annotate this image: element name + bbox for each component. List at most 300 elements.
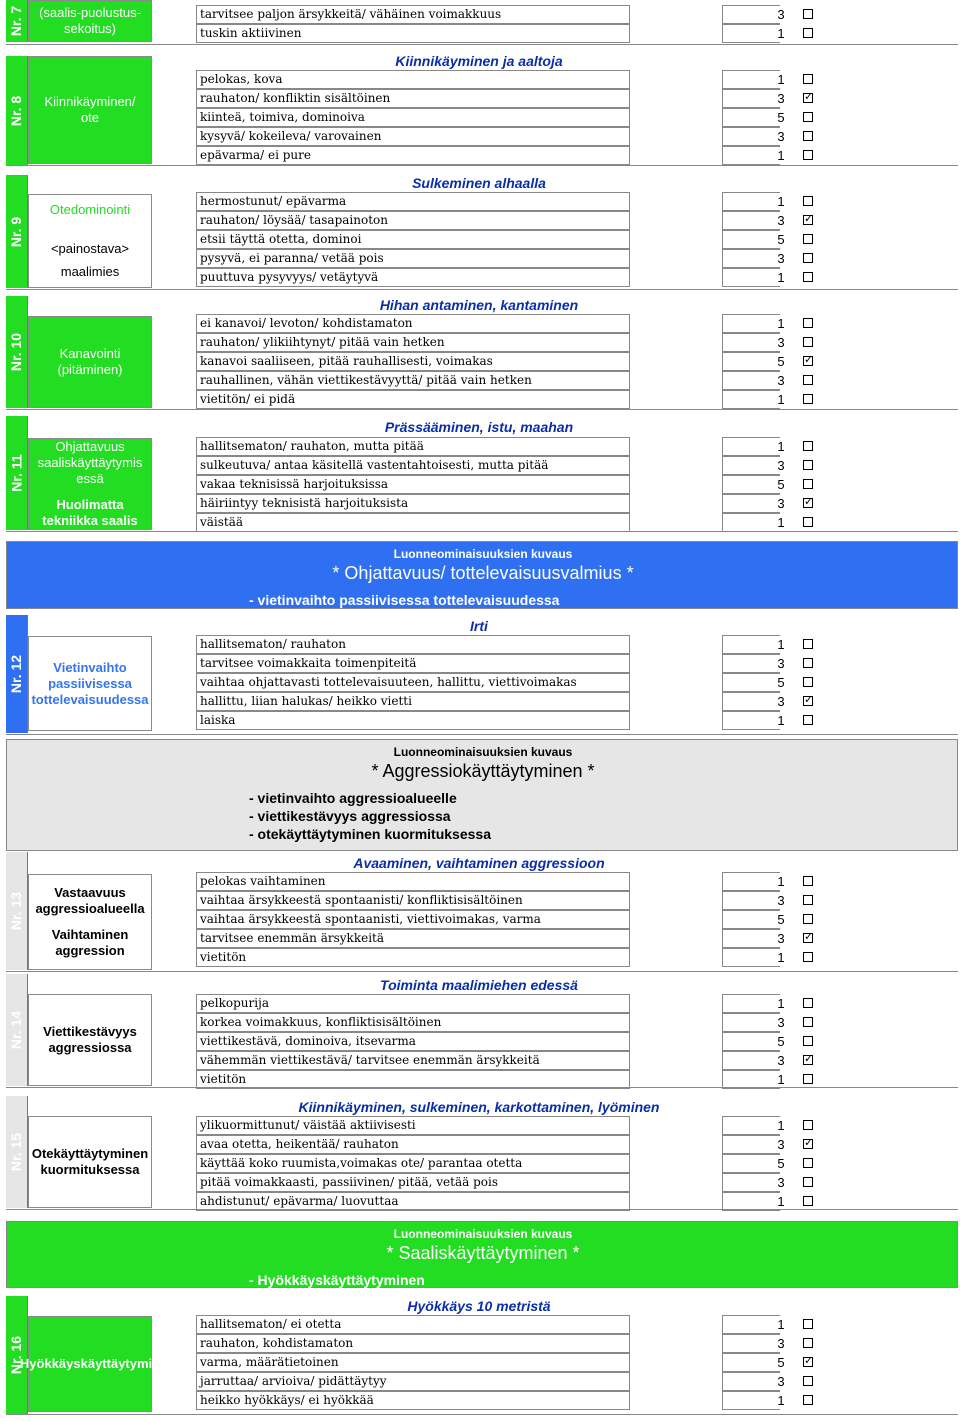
rating-value-frame [722,314,780,333]
rating-description: tarvitsee paljon ärsykkeitä/ vähäinen voimakkuus [196,5,630,24]
rating-checkbox[interactable] [803,9,813,19]
rating-row [196,70,958,89]
rating-description: ahdistunut/ epävarma/ luovuttaa [196,1192,630,1211]
section-title: Irti [470,618,488,634]
rating-checkbox[interactable] [803,460,813,470]
rating-value: 5 [777,110,785,125]
rating-value-frame [722,456,780,475]
rating-checkbox[interactable] [803,1139,813,1149]
rating-checkbox[interactable] [803,517,813,527]
rating-value: 3 [777,496,785,511]
rating-value-frame [722,711,780,730]
rating-value-frame [722,5,780,24]
section-label-line: Ohjattavuus [55,439,125,454]
rating-checkbox[interactable] [803,356,813,366]
rating-description: väistää [196,513,630,532]
rating-value: 1 [777,874,785,889]
section-divider [6,734,958,735]
rating-row [196,1372,958,1391]
rating-value-frame [722,371,780,390]
rating-checkbox[interactable] [803,1395,813,1405]
rating-description: pitää voimakkaasti, passiivinen/ pitää, vetää pois [196,1173,630,1192]
rating-row [196,352,958,371]
section-label-line: (pitäminen) [57,362,123,377]
rating-description: avaa otetta, heikentää/ rauhaton [196,1135,630,1154]
rating-value-frame [722,192,780,211]
rating-value-frame [722,1116,780,1135]
rating-checkbox[interactable] [803,318,813,328]
rating-value-frame [722,1173,780,1192]
rating-description: hermostunut/ epävarma [196,192,630,211]
section-number-text: Nr. 7 [8,5,25,37]
section-divider [6,409,958,410]
rating-description: tarvitsee voimakkaita toimenpiteitä [196,654,630,673]
section-label-line: ote [80,110,100,125]
rating-row [196,1013,958,1032]
rating-row [196,1135,958,1154]
rating-row [196,635,958,654]
rating-checkbox[interactable] [803,914,813,924]
rating-description: tuskin aktiivinen [196,24,630,43]
rating-checkbox[interactable] [803,112,813,122]
rating-value-frame [722,673,780,692]
rating-row [196,24,958,43]
rating-checkbox[interactable] [803,479,813,489]
section-label [28,56,152,164]
rating-row [196,127,958,146]
rating-row [196,891,958,910]
banner-subtitle: Luonneominaisuuksien kuvaus [393,1227,573,1241]
rating-row [196,230,958,249]
section-number-text: Nr. 15 [8,1132,25,1172]
description-banner [6,739,958,851]
rating-row [196,1032,958,1051]
rating-value-frame [722,1154,780,1173]
rating-description: hallitsematon/ rauhaton, mutta pitää [196,437,630,456]
banner-title: * Saaliskäyttäytyminen * [386,1243,580,1263]
rating-value-frame [722,513,780,532]
section-label-line: Kiinnikäyminen/ [44,94,136,109]
section-number-text: Nr. 11 [8,454,25,492]
rating-value-frame [722,230,780,249]
rating-row [196,910,958,929]
rating-value: 3 [777,335,785,350]
rating-value: 1 [777,637,785,652]
banner-line: - vietinvaihto aggressioalueelle [249,790,457,806]
rating-checkbox[interactable] [803,1120,813,1130]
rating-value: 5 [777,232,785,247]
rating-description: vietitön/ ei pidä [196,390,630,409]
rating-description: kysyvä/ kokeileva/ varovainen [196,127,630,146]
rating-value: 1 [777,316,785,331]
description-banner [6,1221,958,1288]
rating-value: 1 [777,194,785,209]
rating-row [196,333,958,352]
rating-value: 3 [777,1015,785,1030]
section-label-line: aggression [55,943,125,958]
section-number-text: Nr. 9 [8,216,25,247]
rating-value: 1 [777,1393,785,1408]
rating-description: pelkopurija [196,994,630,1013]
rating-value: 1 [777,1194,785,1209]
rating-checkbox[interactable] [803,998,813,1008]
rating-value-frame [722,1135,780,1154]
section-label-line: passiivisessa [48,675,132,691]
rating-row [196,475,958,494]
rating-value: 3 [777,373,785,388]
rating-value-frame [722,211,780,230]
rating-description: tarvitsee enemmän ärsykkeitä [196,929,630,948]
rating-row [196,249,958,268]
rating-value-frame [722,146,780,165]
rating-value: 5 [777,1034,785,1049]
rating-row [196,513,958,532]
section-title: Prässääminen, istu, maahan [384,419,574,435]
rating-value-frame [722,1334,780,1353]
rating-value: 3 [777,1053,785,1068]
section-label-line: Vietinvaihto [53,659,127,675]
rating-row [196,711,958,730]
rating-checkbox[interactable] [803,1055,813,1065]
section-label-line: Otekäyttäytyminen [31,1146,149,1161]
section-title: Kiinnikäyminen ja aaltoja [395,53,563,69]
rating-value-frame [722,390,780,409]
rating-checkbox[interactable] [803,253,813,263]
rating-description: puuttuva pysyvyys/ vetäytyvä [196,268,630,287]
rating-value: 3 [777,893,785,908]
rating-description: sulkeutuva/ antaa käsitellä vastentahtoisesti, mutta pitää [196,456,630,475]
section-title: Hihan antaminen, kantaminen [379,297,579,313]
rating-checkbox[interactable] [803,1036,813,1046]
section-label-line: aggressioalueella [35,901,145,916]
rating-description: hallitsematon/ ei otetta [196,1315,630,1334]
rating-row [196,390,958,409]
rating-value: 3 [777,1336,785,1351]
section-title: Avaaminen, vaihtaminen aggressioon [353,855,605,871]
rating-row [196,1116,958,1135]
rating-checkbox[interactable] [803,639,813,649]
rating-value: 3 [777,694,785,709]
rating-value: 3 [777,1374,785,1389]
rating-description: viettikestävä, dominoiva, itsevarma [196,1032,630,1051]
section-number-text: Nr. 16 [8,1335,25,1375]
rating-value: 1 [777,1118,785,1133]
rating-description: häiriintyy teknisistä harjoituksista [196,494,630,513]
rating-value-frame [722,437,780,456]
rating-value-frame [722,692,780,711]
rating-checkbox[interactable] [803,952,813,962]
rating-checkbox[interactable] [803,375,813,385]
rating-description: laiska [196,711,630,730]
rating-description: rauhaton, kohdistamaton [196,1334,630,1353]
section-label-line: aggressiossa [48,1040,132,1055]
rating-value: 1 [777,72,785,87]
rating-value-frame [722,635,780,654]
section-label [28,316,152,408]
rating-value: 3 [777,458,785,473]
rating-value: 1 [777,270,785,285]
rating-value-frame [722,1353,780,1372]
section-divider [6,44,958,45]
rating-value-frame [722,127,780,146]
rating-checkbox[interactable] [803,131,813,141]
rating-row [196,994,958,1013]
rating-row [196,192,958,211]
section-number [6,296,28,408]
rating-value-frame [722,333,780,352]
rating-description: rauhaton/ löysää/ tasapainoton [196,211,630,230]
rating-value: 1 [777,148,785,163]
rating-value-frame [722,1372,780,1391]
rating-checkbox[interactable] [803,1017,813,1027]
banner-line: - otekäyttäytyminen kuormituksessa [249,826,491,842]
rating-value: 5 [777,912,785,927]
rating-row [196,456,958,475]
section-label [28,194,152,288]
banner-title: * Ohjattavuus/ tottelevaisuusvalmius * [332,563,634,583]
rating-value: 3 [777,129,785,144]
rating-checkbox[interactable] [803,196,813,206]
section-divider [6,531,958,532]
rating-value: 3 [777,1137,785,1152]
rating-description: pelokas vaihtaminen [196,872,630,891]
rating-checkbox[interactable] [803,1319,813,1329]
section-title: Kiinnikäyminen, sulkeminen, karkottaminen, lyöminen [298,1099,660,1115]
section-number-text: Nr. 8 [8,95,25,127]
rating-value: 1 [777,439,785,454]
rating-checkbox[interactable] [803,696,813,706]
rating-description: rauhallinen, vähän viettikestävyyttä/ pitää vain hetken [196,371,630,390]
rating-description: pysyvä, ei paranna/ vetää pois [196,249,630,268]
rating-description: vietitön [196,948,630,967]
section-label-line: Hyökkäyskäyttäytymin [19,1356,161,1371]
section-label-line: Viettikestävyys [43,1024,137,1039]
rating-value: 1 [777,392,785,407]
rating-value: 5 [777,1355,785,1370]
rating-row [196,211,958,230]
rating-row [196,268,958,287]
section-number-text: Nr. 12 [8,654,25,694]
rating-value: 5 [777,675,785,690]
section-label-line: saaliskäyttäytymis [37,455,143,470]
section-number-text: Nr. 14 [8,1010,25,1050]
rating-checkbox[interactable] [803,74,813,84]
rating-value-frame [722,352,780,371]
rating-checkbox[interactable] [803,1338,813,1348]
rating-checkbox[interactable] [803,215,813,225]
section-number [6,0,28,42]
rating-description: käyttää koko ruumista,voimakas ote/ parantaa otetta [196,1154,630,1173]
rating-description: hallittu, liian halukas/ heikko vietti [196,692,630,711]
section-number [6,175,28,288]
rating-value: 3 [777,213,785,228]
rating-value: 5 [777,354,785,369]
section-number [6,974,28,1086]
section-label-line: essä [76,471,104,486]
banner-subtitle: Luonneominaisuuksien kuvaus [393,547,573,561]
section-divider [6,165,958,166]
rating-value-frame [722,70,780,89]
section-label-line: tottelevaisuudessa [31,691,149,707]
section-number-text: Nr. 10 [8,332,25,372]
rating-row [196,948,958,967]
section-title: Sulkeminen alhaalla [412,175,546,191]
rating-value: 3 [777,91,785,106]
section-label-line: <painostava> [50,241,130,257]
section-label-line: Vastaavuus [54,885,126,900]
rating-value: 3 [777,1175,785,1190]
rating-description: etsii täyttä otetta, dominoi [196,230,630,249]
rating-row [196,654,958,673]
rating-row [196,371,958,390]
rating-value-frame [722,475,780,494]
rating-value-frame [722,249,780,268]
rating-checkbox[interactable] [803,1074,813,1084]
rating-row [196,108,958,127]
banner-line: - Hyökkäyskäyttäytyminen [249,1272,425,1288]
rating-checkbox[interactable] [803,234,813,244]
section-label [28,994,152,1086]
rating-value: 3 [777,656,785,671]
rating-value-frame [722,89,780,108]
section-number-text: Nr. 13 [8,891,25,931]
rating-checkbox[interactable] [803,933,813,943]
rating-value: 1 [777,713,785,728]
section-label-line: Huolimatta [56,497,124,512]
rating-value-frame [722,1051,780,1070]
rating-value: 5 [777,1156,785,1171]
section-label [28,438,152,530]
rating-row [196,1315,958,1334]
rating-description: ylikuormittunut/ väistää aktiivisesti [196,1116,630,1135]
section-label-line: kuormituksessa [40,1162,140,1177]
rating-value-frame [722,910,780,929]
rating-description: pelokas, kova [196,70,630,89]
rating-checkbox[interactable] [803,1158,813,1168]
rating-value: 1 [777,950,785,965]
rating-checkbox[interactable] [803,272,813,282]
section-label-line: Kanavointi [59,346,121,361]
rating-value-frame [722,994,780,1013]
banner-line: - vietinvaihto passiivisessa tottelevaisuudessa [249,592,560,608]
rating-row [196,494,958,513]
section-number [6,416,28,530]
rating-value: 1 [777,515,785,530]
rating-description: kanavoi saaliiseen, pitää rauhallisesti, voimakas [196,352,630,371]
rating-checkbox[interactable] [803,876,813,886]
rating-description: epävarma/ ei pure [196,146,630,165]
rating-row [196,673,958,692]
rating-row [196,146,958,165]
rating-checkbox[interactable] [803,394,813,404]
rating-description: vietitön [196,1070,630,1089]
rating-checkbox[interactable] [803,337,813,347]
rating-row [196,89,958,108]
section-label [28,874,152,970]
rating-description: vakaa teknisissä harjoituksissa [196,475,630,494]
rating-checkbox[interactable] [803,441,813,451]
rating-row [196,1353,958,1372]
rating-checkbox[interactable] [803,28,813,38]
banner-line: - viettikestävyys aggressiossa [249,808,451,824]
rating-row [196,1173,958,1192]
rating-value-frame [722,1013,780,1032]
rating-description: vähemmän viettikestävä/ tarvitsee enemmän ärsykkeitä [196,1051,630,1070]
rating-description: ei kanavoi/ levoton/ kohdistamaton [196,314,630,333]
section-divider [6,1414,958,1415]
rating-value: 3 [777,7,785,22]
rating-row [196,5,958,24]
rating-checkbox[interactable] [803,1376,813,1386]
rating-description: varma, määrätietoinen [196,1353,630,1372]
rating-row [196,1154,958,1173]
rating-value-frame [722,108,780,127]
rating-row [196,1334,958,1353]
rating-checkbox[interactable] [803,1357,813,1367]
rating-description: vaihtaa ärsykkeestä spontaanisti/ konfliktisisältöinen [196,891,630,910]
rating-description: hallitsematon/ rauhaton [196,635,630,654]
section-title: Hyökkäys 10 metristä [407,1298,551,1314]
banner-title: * Aggressiokäyttäytyminen * [371,761,595,781]
section-label [19,1316,161,1412]
rating-row [196,692,958,711]
rating-value: 1 [777,26,785,41]
section-label [28,0,152,42]
section-label-line: tekniikka saalis [42,513,138,528]
rating-checkbox[interactable] [803,498,813,508]
section-number [6,615,28,733]
rating-checkbox[interactable] [803,715,813,725]
rating-value-frame [722,268,780,287]
section-number [6,852,28,970]
rating-checkbox[interactable] [803,1196,813,1206]
rating-value-frame [722,494,780,513]
rating-value: 1 [777,1072,785,1087]
rating-value-frame [722,1391,780,1410]
rating-description: korkea voimakkuus, konfliktisisältöinen [196,1013,630,1032]
rating-value-frame [722,654,780,673]
rating-description: vaihtaa ärsykkeestä spontaanisti, viettivoimakas, varma [196,910,630,929]
rating-value-frame [722,1032,780,1051]
section-divider [6,289,958,290]
rating-description: vaihtaa ohjattavasti tottelevaisuuteen, hallittu, viettivoimakas [196,673,630,692]
section-number [6,1096,28,1208]
rating-checkbox[interactable] [803,1177,813,1187]
rating-value-frame [722,1315,780,1334]
section-number [6,56,28,166]
rating-row [196,1391,958,1410]
rating-value-frame [722,24,780,43]
banner-subtitle: Luonneominaisuuksien kuvaus [393,745,573,759]
rating-checkbox[interactable] [803,93,813,103]
rating-description: rauhaton/ konfliktin sisältöinen [196,89,630,108]
rating-value: 1 [777,996,785,1011]
section-label-line: (saalis-puolustus- [39,5,141,20]
rating-checkbox[interactable] [803,677,813,687]
rating-value-frame [722,891,780,910]
rating-value: 5 [777,477,785,492]
rating-checkbox[interactable] [803,895,813,905]
rating-value: 1 [777,1317,785,1332]
rating-row [196,1051,958,1070]
rating-checkbox[interactable] [803,150,813,160]
rating-checkbox[interactable] [803,658,813,668]
rating-value-frame [722,929,780,948]
section-label-line: Vaihtaminen [51,927,129,942]
section-title: Toiminta maalimiehen edessä [380,977,578,993]
rating-description: rauhaton/ ylikiihtynyt/ pitää vain hetken [196,333,630,352]
section-label [28,1116,152,1208]
